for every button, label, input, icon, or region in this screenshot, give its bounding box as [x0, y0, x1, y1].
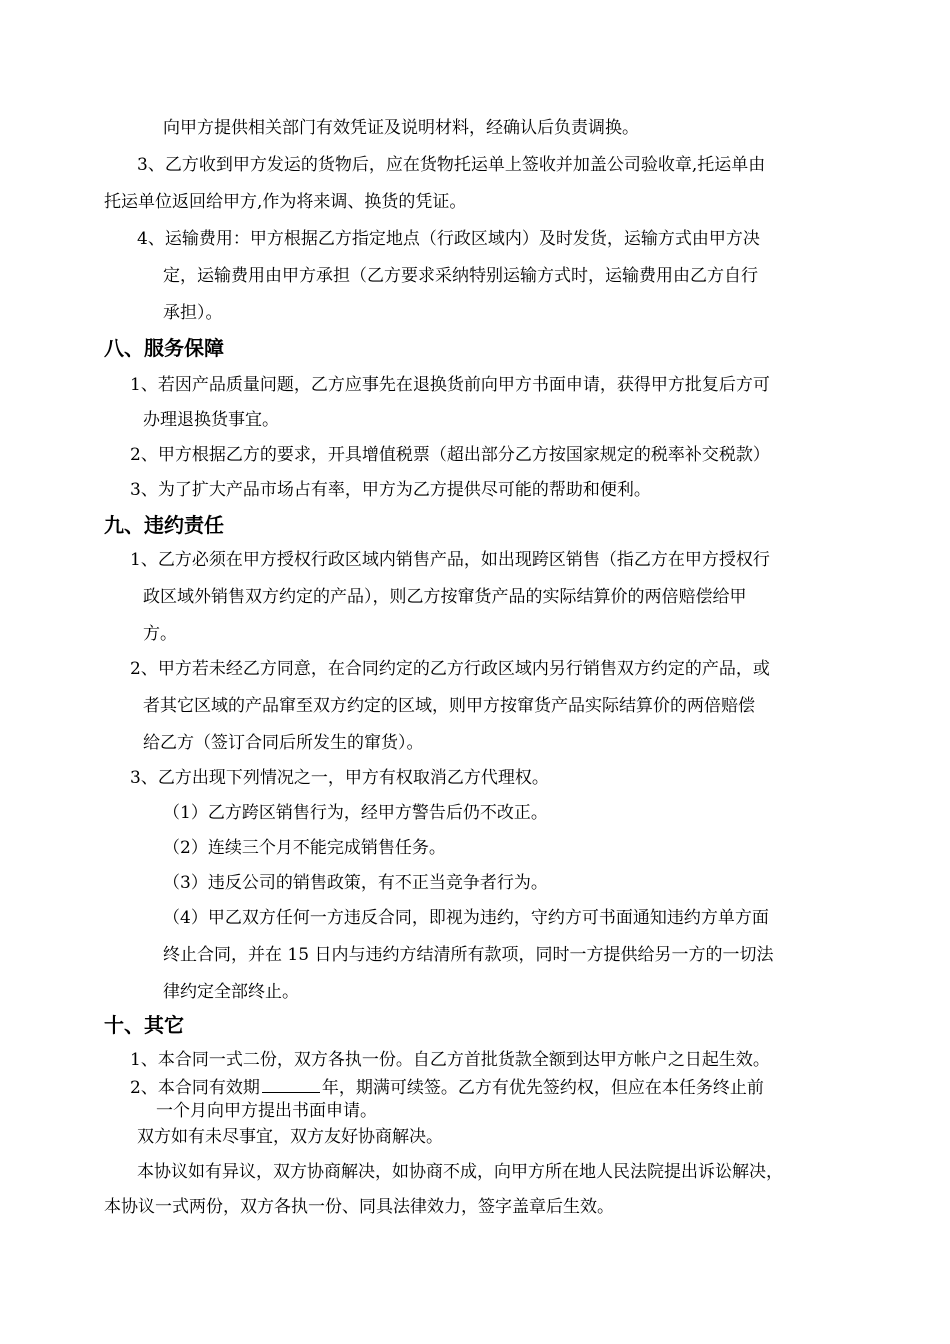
paragraph-line: 本协议一式两份，双方各执一份、同具法律效力，签字盖章后生效。 — [104, 1197, 614, 1217]
paragraph-line: 2、甲方若未经乙方同意，在合同约定的乙方行政区域内另行销售双方约定的产品，或 — [130, 659, 770, 679]
paragraph-line: 3、乙方出现下列情况之一，甲方有权取消乙方代理权。 — [130, 768, 549, 788]
contract-term-prefix: 2、本合同有效期 — [130, 1078, 260, 1098]
paragraph-line: 终止合同，并在 15 日内与违约方结清所有款项，同时一方提供给另一方的一切法 — [163, 945, 774, 965]
paragraph-line: 2、甲方根据乙方的要求，开具增值税票（超出部分乙方按国家规定的税率补交税款） — [130, 445, 770, 465]
paragraph-line: 4、运输费用：甲方根据乙方指定地点（行政区域内）及时发货，运输方式由甲方决 — [137, 229, 760, 249]
paragraph-line: 本协议如有异议，双方协商解决，如协商不成，向甲方所在地人民法院提出诉讼解决， — [137, 1162, 783, 1182]
paragraph-line: （1）乙方跨区销售行为，经甲方警告后仍不改正。 — [163, 803, 548, 823]
contract-term-suffix: 年，期满可续签。乙方有优先签约权，但应在本任务终止前 — [321, 1078, 764, 1098]
paragraph-line: 给乙方（签订合同后所发生的窜货）。 — [143, 733, 424, 753]
paragraph-line — [130, 1077, 764, 1098]
paragraph-line: 1、乙方必须在甲方授权行政区域内销售产品，如出现跨区销售（指乙方在甲方授权行 — [130, 550, 770, 570]
section-heading: 九、违约责任 — [104, 513, 224, 537]
paragraph-line: 托运单位返回给甲方,作为将来调、换货的凭证。 — [104, 192, 467, 212]
contract-term-blank — [262, 1077, 320, 1093]
paragraph-line: 向甲方提供相关部门有效凭证及说明材料，经确认后负责调换。 — [163, 118, 639, 138]
paragraph-line: 定，运输费用由甲方承担（乙方要求采纳特别运输方式时，运输费用由乙方自行 — [163, 266, 758, 286]
paragraph-line: 一个月向甲方提出书面申请。 — [156, 1101, 377, 1121]
paragraph-line: 承担）。 — [163, 303, 223, 323]
paragraph-line: 者其它区域的产品窜至双方约定的区域，则甲方按窜货产品实际结算价的两倍赔偿 — [143, 696, 755, 716]
paragraph-line: 3、为了扩大产品市场占有率，甲方为乙方提供尽可能的帮助和便利。 — [130, 480, 651, 500]
paragraph-line: （3）违反公司的销售政策，有不正当竞争者行为。 — [163, 873, 548, 893]
paragraph-line: 方。 — [143, 624, 177, 644]
paragraph-line: 1、本合同一式二份，双方各执一份。自乙方首批货款全额到达甲方帐户之日起生效。 — [130, 1050, 770, 1070]
section-heading: 十、其它 — [104, 1013, 184, 1037]
paragraph-line: （2）连续三个月不能完成销售任务。 — [163, 838, 446, 858]
paragraph-line: 律约定全部终止。 — [163, 982, 299, 1002]
paragraph-line: 1、若因产品质量问题，乙方应事先在退换货前向甲方书面申请，获得甲方批复后方可 — [130, 375, 770, 395]
paragraph-line: 3、乙方收到甲方发运的货物后，应在货物托运单上签收并加盖公司验收章,托运单由 — [137, 155, 766, 175]
paragraph-line: 政区域外销售双方约定的产品），则乙方按窜货产品的实际结算价的两倍赔偿给甲 — [143, 587, 747, 607]
paragraph-line: （4）甲乙双方任何一方违反合同，即视为违约，守约方可书面通知违约方单方面 — [163, 908, 769, 928]
section-heading: 八、服务保障 — [104, 336, 224, 360]
paragraph-line: 办理退换货事宜。 — [143, 410, 279, 430]
paragraph-line: 双方如有未尽事宜，双方友好协商解决。 — [137, 1127, 443, 1147]
